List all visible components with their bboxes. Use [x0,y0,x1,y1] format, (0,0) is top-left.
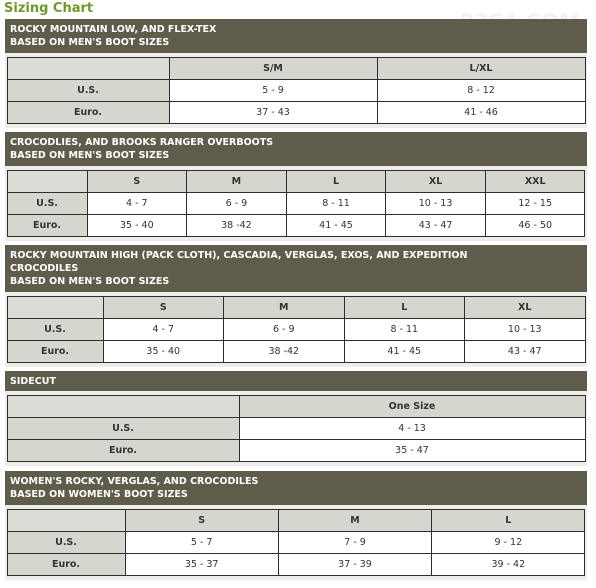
size-table [7,170,586,237]
size-value-cell: 5 - 9 [169,80,377,102]
section-header [5,19,587,53]
row-label: U.S. [7,532,125,554]
size-column-header: XL [386,171,486,193]
size-column-header: S [125,510,278,532]
size-column-header: XL [465,297,586,319]
size-value-cell: 4 - 7 [87,193,187,215]
table-row [7,440,585,462]
table-header-row [7,297,585,319]
size-value-cell: 38 -42 [224,341,345,363]
section-body [5,292,587,367]
size-value-cell: 35 - 40 [103,341,224,363]
section-header-line: BASED ON MEN'S BOOT SIZES [10,150,170,161]
size-value-cell: 8 - 11 [344,319,465,341]
size-table [7,57,586,124]
corner-cell [7,396,239,418]
size-table [7,509,586,576]
size-value-cell: 5 - 7 [125,532,278,554]
row-label: U.S. [7,319,103,341]
row-label: U.S. [7,193,87,215]
section-header [5,132,587,166]
size-value-cell: 9 - 12 [432,532,585,554]
row-label: Euro. [7,440,239,462]
size-value-cell: 39 - 42 [432,554,585,576]
size-table [7,395,586,462]
size-value-cell: 8 - 11 [286,193,386,215]
size-value-cell: 43 - 47 [465,341,586,363]
row-label: Euro. [7,554,125,576]
table-row [7,532,585,554]
corner-cell [7,58,169,80]
section-header [5,471,587,505]
section-body [5,391,587,466]
table-row [7,215,585,237]
size-column-header: S [87,171,187,193]
size-value-cell: 10 - 13 [386,193,486,215]
section-header-line: BASED ON MEN'S BOOT SIZES [10,276,170,287]
row-label: Euro. [7,341,103,363]
size-column-header: M [187,171,287,193]
page-title: Sizing Chart [4,1,94,16]
size-column-header: M [224,297,345,319]
size-column-header: S/M [169,58,377,80]
row-label: U.S. [7,418,239,440]
table-row [7,341,585,363]
section-header-line: ROCKY MOUNTAIN LOW, AND FLEX-TEX [10,24,217,35]
size-section [5,471,587,580]
section-header-line: SIDECUT [10,376,56,387]
size-value-cell: 12 - 15 [485,193,585,215]
size-value-cell: 38 -42 [187,215,287,237]
row-label: U.S. [7,80,169,102]
table-row [7,319,585,341]
size-value-cell: 41 - 46 [377,102,585,124]
size-value-cell: 6 - 9 [187,193,287,215]
table-row [7,102,585,124]
size-section [5,245,587,367]
size-column-header: S [103,297,224,319]
size-column-header: L [286,171,386,193]
section-header-line: CROCODILES [10,263,79,274]
size-value-cell: 35 - 47 [239,440,585,462]
size-section [5,132,587,241]
size-value-cell: 35 - 40 [87,215,187,237]
table-header-row [7,58,585,80]
size-value-cell: 35 - 37 [125,554,278,576]
section-header [5,371,587,391]
section-header-line: BASED ON WOMEN'S BOOT SIZES [10,489,188,500]
section-body [5,53,587,128]
size-column-header: XXL [485,171,585,193]
section-body [5,505,587,580]
size-value-cell: 7 - 9 [278,532,431,554]
size-value-cell: 46 - 50 [485,215,585,237]
size-value-cell: 41 - 45 [344,341,465,363]
size-column-header: M [278,510,431,532]
section-header-line: BASED ON MEN'S BOOT SIZES [10,37,170,48]
row-label: Euro. [7,102,169,124]
size-column-header: L/XL [377,58,585,80]
table-row [7,418,585,440]
table-row [7,193,585,215]
size-column-header: One Size [239,396,585,418]
row-label: Euro. [7,215,87,237]
size-value-cell: 43 - 47 [386,215,486,237]
section-header-line: WOMEN'S ROCKY, VERGLAS, AND CROCODILES [10,476,259,487]
section-body [5,166,587,241]
table-row [7,80,585,102]
size-value-cell: 6 - 9 [224,319,345,341]
section-header-line: CROCODLIES, AND BROOKS RANGER OVERBOOTS [10,137,274,148]
corner-cell [7,510,125,532]
section-header [5,245,587,292]
corner-cell [7,297,103,319]
size-value-cell: 37 - 39 [278,554,431,576]
size-section [5,19,587,128]
table-header-row [7,396,585,418]
size-column-header: L [344,297,465,319]
corner-cell [7,171,87,193]
size-value-cell: 4 - 7 [103,319,224,341]
table-header-row [7,510,585,532]
size-value-cell: 4 - 13 [239,418,585,440]
size-column-header: L [432,510,585,532]
table-row [7,554,585,576]
size-value-cell: 8 - 12 [377,80,585,102]
size-value-cell: 41 - 45 [286,215,386,237]
section-header-line: ROCKY MOUNTAIN HIGH (PACK CLOTH), CASCADIA, VERGLAS, EXOS, AND EXPEDITION [10,250,468,261]
size-section [5,371,587,466]
size-table [7,296,586,363]
table-header-row [7,171,585,193]
size-value-cell: 10 - 13 [465,319,586,341]
size-value-cell: 37 - 43 [169,102,377,124]
